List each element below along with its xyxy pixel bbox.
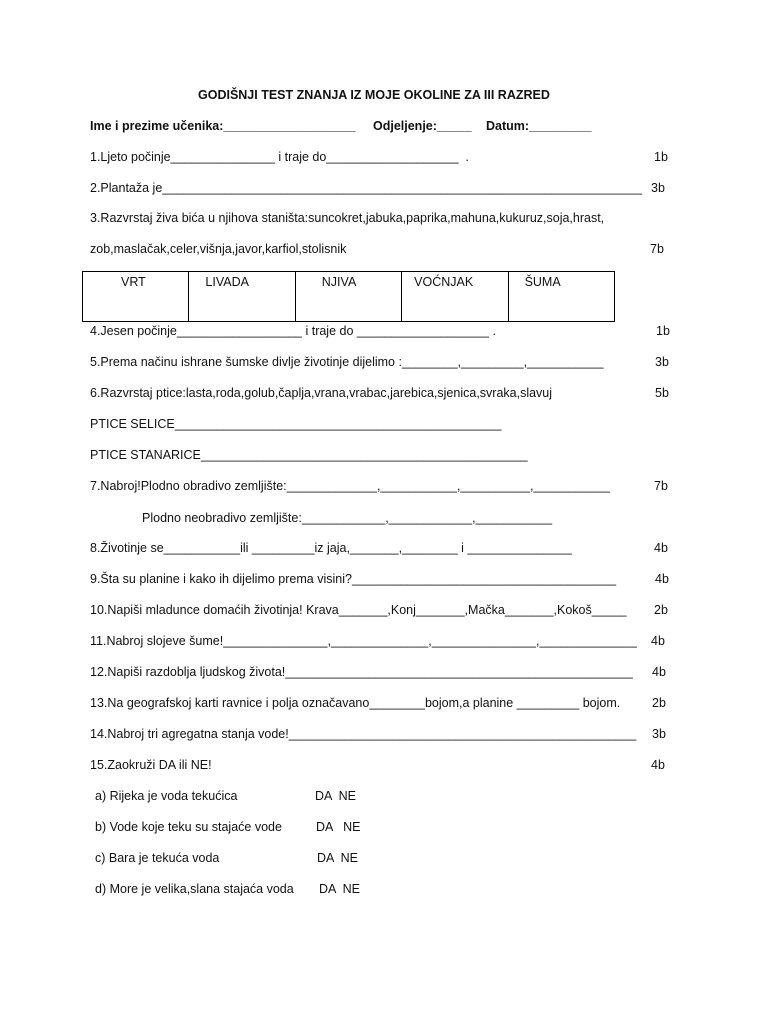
question-7: 7.Nabroj!Plodno obradivo zemljište:_____________,___________,__________,___________ bbox=[90, 479, 610, 493]
habitat-column-njiva: NJIVA bbox=[295, 272, 401, 322]
habitat-column-livada: LIVADA bbox=[189, 272, 295, 322]
statement-a: a) Rijeka je voda tekućica bbox=[95, 789, 238, 803]
question-13-points: 2b bbox=[652, 696, 666, 710]
habitat-column-vocnjak: VOĆNJAK bbox=[402, 272, 508, 322]
habitat-table bbox=[82, 271, 615, 322]
question-12-points: 4b bbox=[652, 665, 666, 679]
question-14-points: 3b bbox=[652, 727, 666, 741]
page-title: GODIŠNJI TEST ZNANJA IZ MOJE OKOLINE ZA III RAZRED bbox=[198, 88, 550, 102]
question-3-continuation: zob,maslačak,celer,višnja,javor,karfiol,stolisnik bbox=[90, 242, 347, 256]
question-10-points: 2b bbox=[654, 603, 668, 617]
question-12: 12.Napiši razdoblja ljudskog života!__________________________________________________ bbox=[90, 665, 633, 679]
question-3-points: 7b bbox=[650, 242, 664, 256]
question-6-points: 5b bbox=[655, 386, 669, 400]
resident-birds-line: PTICE STANARICE_______________________________________________ bbox=[90, 448, 528, 462]
question-2-points: 3b bbox=[651, 181, 665, 195]
habitat-column-suma: ŠUMA bbox=[508, 272, 614, 322]
question-10: 10.Napiši mladunce domaćih životinja! Krava_______,Konj_______,Mačka_______,Kokoš_____ bbox=[90, 603, 627, 617]
question-9-points: 4b bbox=[655, 572, 669, 586]
question-4-points: 1b bbox=[656, 324, 670, 338]
question-3: 3.Razvrstaj živa bića u njihova staništa:suncokret,jabuka,paprika,mahuna,kukuruz,soja,hrast, bbox=[90, 211, 605, 225]
migratory-birds-line: PTICE SELICE_______________________________________________ bbox=[90, 417, 502, 431]
question-7-continuation: Plodno neobradivo zemljište:____________,____________,___________ bbox=[142, 511, 553, 525]
statement-c-choice[interactable]: DA NE bbox=[317, 851, 358, 865]
statement-a-choice[interactable]: DA NE bbox=[315, 789, 356, 803]
question-1-points: 1b bbox=[654, 150, 668, 164]
class-field: Odjeljenje:_____ bbox=[373, 119, 472, 133]
question-1: 1.Ljeto počinje_______________ i traje do___________________ . bbox=[90, 150, 469, 164]
question-5-points: 3b bbox=[655, 355, 669, 369]
statement-c: c) Bara je tekuća voda bbox=[95, 851, 220, 865]
question-7-points: 7b bbox=[654, 479, 668, 493]
question-14: 14.Nabroj tri agregatna stanja vode!__________________________________________________ bbox=[90, 727, 637, 741]
statement-b-choice[interactable]: DA NE bbox=[316, 820, 361, 834]
question-13: 13.Na geografskoj karti ravnice i polja označavano________bojom,a planine _________ bojom. bbox=[90, 696, 621, 710]
question-2: 2.Plantaža je_____________________________________________________________________ bbox=[90, 181, 642, 195]
date-field: Datum:_________ bbox=[486, 119, 592, 133]
statement-b: b) Vode koje teku su stajaće vode bbox=[95, 820, 282, 834]
question-15-points: 4b bbox=[651, 758, 665, 772]
student-name-field: Ime i prezime učenika:___________________ bbox=[90, 119, 356, 133]
question-5: 5.Prema načinu ishrane šumske divlje životinje dijelimo :________,_________,___________ bbox=[90, 355, 604, 369]
question-6: 6.Razvrstaj ptice:lasta,roda,golub,čaplja,vrana,vrabac,jarebica,sjenica,svraka,slavuj bbox=[90, 386, 553, 400]
habitat-column-vrt: VRT bbox=[83, 272, 189, 322]
question-8: 8.Životinje se___________ili _________iz jaja,_______,________ i _______________ bbox=[90, 541, 572, 555]
question-4: 4.Jesen počinje__________________ i traje do ___________________ . bbox=[90, 324, 496, 338]
question-11: 11.Nabroj slojeve šume!_______________,______________,_______________,______________ bbox=[90, 634, 637, 648]
question-11-points: 4b bbox=[651, 634, 665, 648]
question-9: 9.Šta su planine i kako ih dijelimo prema visini?______________________________________ bbox=[90, 572, 617, 586]
question-8-points: 4b bbox=[654, 541, 668, 555]
statement-d: d) More je velika,slana stajaća voda bbox=[95, 882, 294, 896]
statement-d-choice[interactable]: DA NE bbox=[319, 882, 360, 896]
question-15: 15.Zaokruži DA ili NE! bbox=[90, 758, 212, 772]
